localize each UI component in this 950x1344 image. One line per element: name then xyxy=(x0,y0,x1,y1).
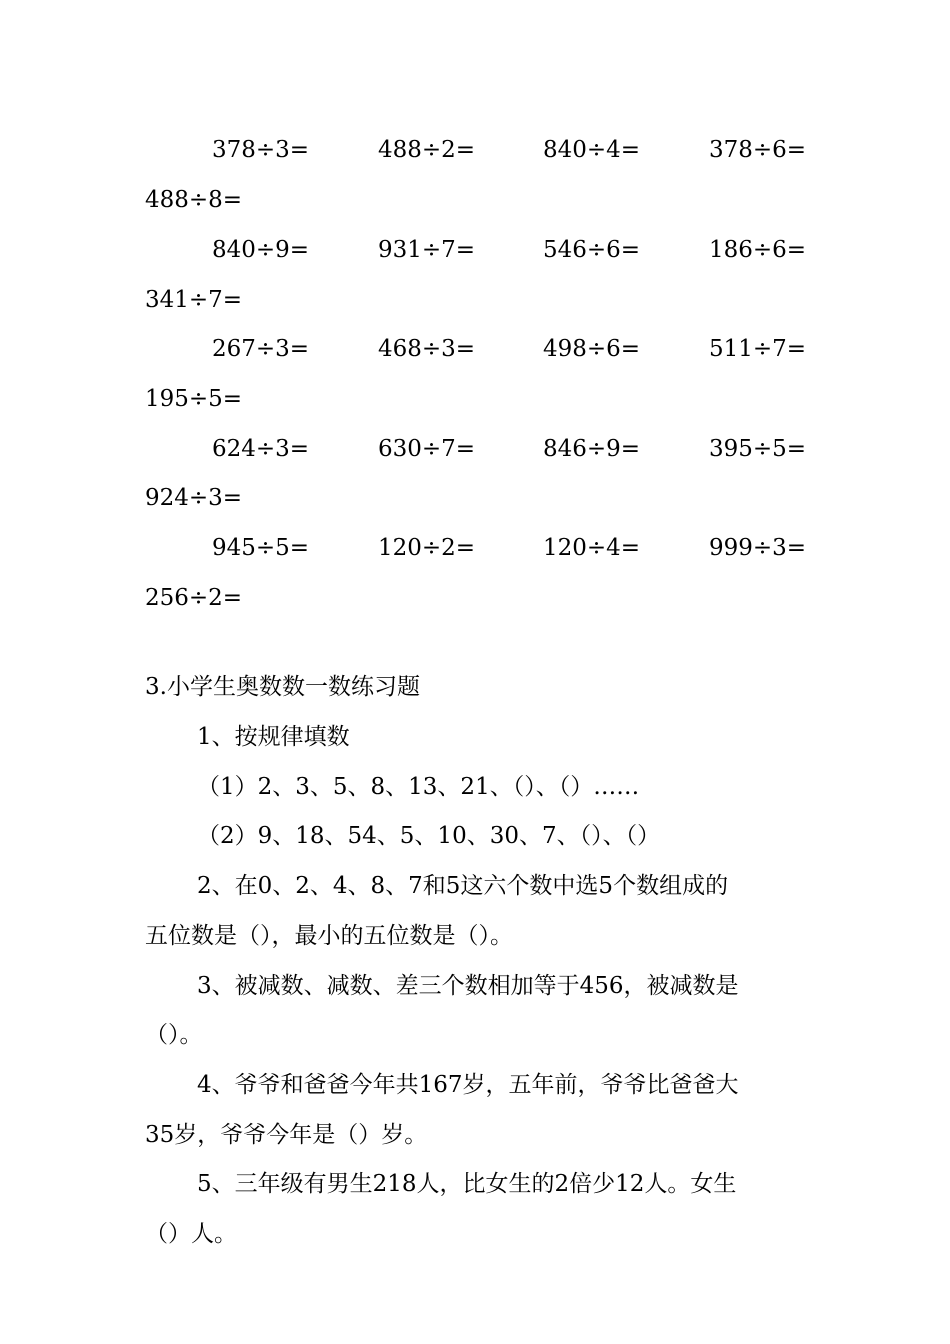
equation: 498÷6= xyxy=(543,336,641,362)
equation: 267÷3= xyxy=(212,336,310,362)
equation-row xyxy=(0,329,950,369)
equation: 840÷9= xyxy=(212,237,310,263)
question-1-sub-2 xyxy=(0,776,950,849)
question-text: （）。 xyxy=(145,1022,203,1048)
equation: 468÷3= xyxy=(378,336,476,362)
equation: 546÷6= xyxy=(543,237,641,263)
equation: 256÷2= xyxy=(145,585,243,611)
equation: 378÷6= xyxy=(709,137,807,163)
equation: 846÷9= xyxy=(543,436,641,462)
equation-row-wrap xyxy=(0,280,950,320)
question-text: 2、在0、2、4、8、7和5这六个数中选5个数组成的 xyxy=(197,873,729,899)
section-title-text: 3.小学生奥数数一数练习题 xyxy=(145,674,420,700)
equation-row xyxy=(0,130,950,170)
equation: 924÷3= xyxy=(145,485,243,511)
question-2-cont xyxy=(0,876,950,949)
question-5 xyxy=(0,1124,950,1197)
equation-row-wrap xyxy=(0,180,950,220)
question-text: （1）2、3、5、8、13、21、（）、（）…… xyxy=(197,774,640,800)
question-text: 五位数是（），最小的五位数是（）。 xyxy=(145,923,513,949)
equation: 931÷7= xyxy=(378,237,476,263)
question-5-cont xyxy=(0,1174,950,1247)
equation: 488÷8= xyxy=(145,187,243,213)
equation: 341÷7= xyxy=(145,287,243,313)
equation: 840÷4= xyxy=(543,137,641,163)
question-text: 1、按规律填数 xyxy=(197,724,350,750)
equation: 511÷7= xyxy=(709,336,807,362)
equation: 624÷3= xyxy=(212,436,310,462)
section-title xyxy=(0,627,950,700)
equation-row-wrap xyxy=(0,379,950,419)
equation: 999÷3= xyxy=(709,535,807,561)
question-text: （）人。 xyxy=(145,1221,237,1247)
question-text: （2）9、18、54、5、10、30、7、（）、（） xyxy=(197,823,661,849)
question-2 xyxy=(0,826,950,899)
question-3 xyxy=(0,926,950,999)
question-4-cont xyxy=(0,1075,950,1148)
equation: 120÷2= xyxy=(378,535,476,561)
question-text: 4、爷爷和爸爸今年共167岁，五年前，爷爷比爸爸大 xyxy=(197,1072,739,1098)
equation: 488÷2= xyxy=(378,137,476,163)
equation-row xyxy=(0,230,950,270)
equation: 186÷6= xyxy=(709,237,807,263)
question-1-sub-1 xyxy=(0,727,950,800)
equation: 195÷5= xyxy=(145,386,243,412)
equation-row xyxy=(0,429,950,469)
equation: 630÷7= xyxy=(378,436,476,462)
equation-row xyxy=(0,528,950,568)
equation: 945÷5= xyxy=(212,535,310,561)
equation-row-wrap xyxy=(0,578,950,618)
question-4 xyxy=(0,1025,950,1098)
question-text: 35岁，爷爷今年是（）岁。 xyxy=(145,1122,428,1148)
equation: 120÷4= xyxy=(543,535,641,561)
equation: 378÷3= xyxy=(212,137,310,163)
equation-row-wrap xyxy=(0,478,950,518)
question-text: 3、被减数、减数、差三个数相加等于456，被减数是 xyxy=(197,973,739,999)
question-3-cont xyxy=(0,975,950,1048)
equation: 395÷5= xyxy=(709,436,807,462)
question-text: 5、三年级有男生218人，比女生的2倍少12人。女生 xyxy=(197,1171,737,1197)
question-1-title xyxy=(0,677,950,750)
